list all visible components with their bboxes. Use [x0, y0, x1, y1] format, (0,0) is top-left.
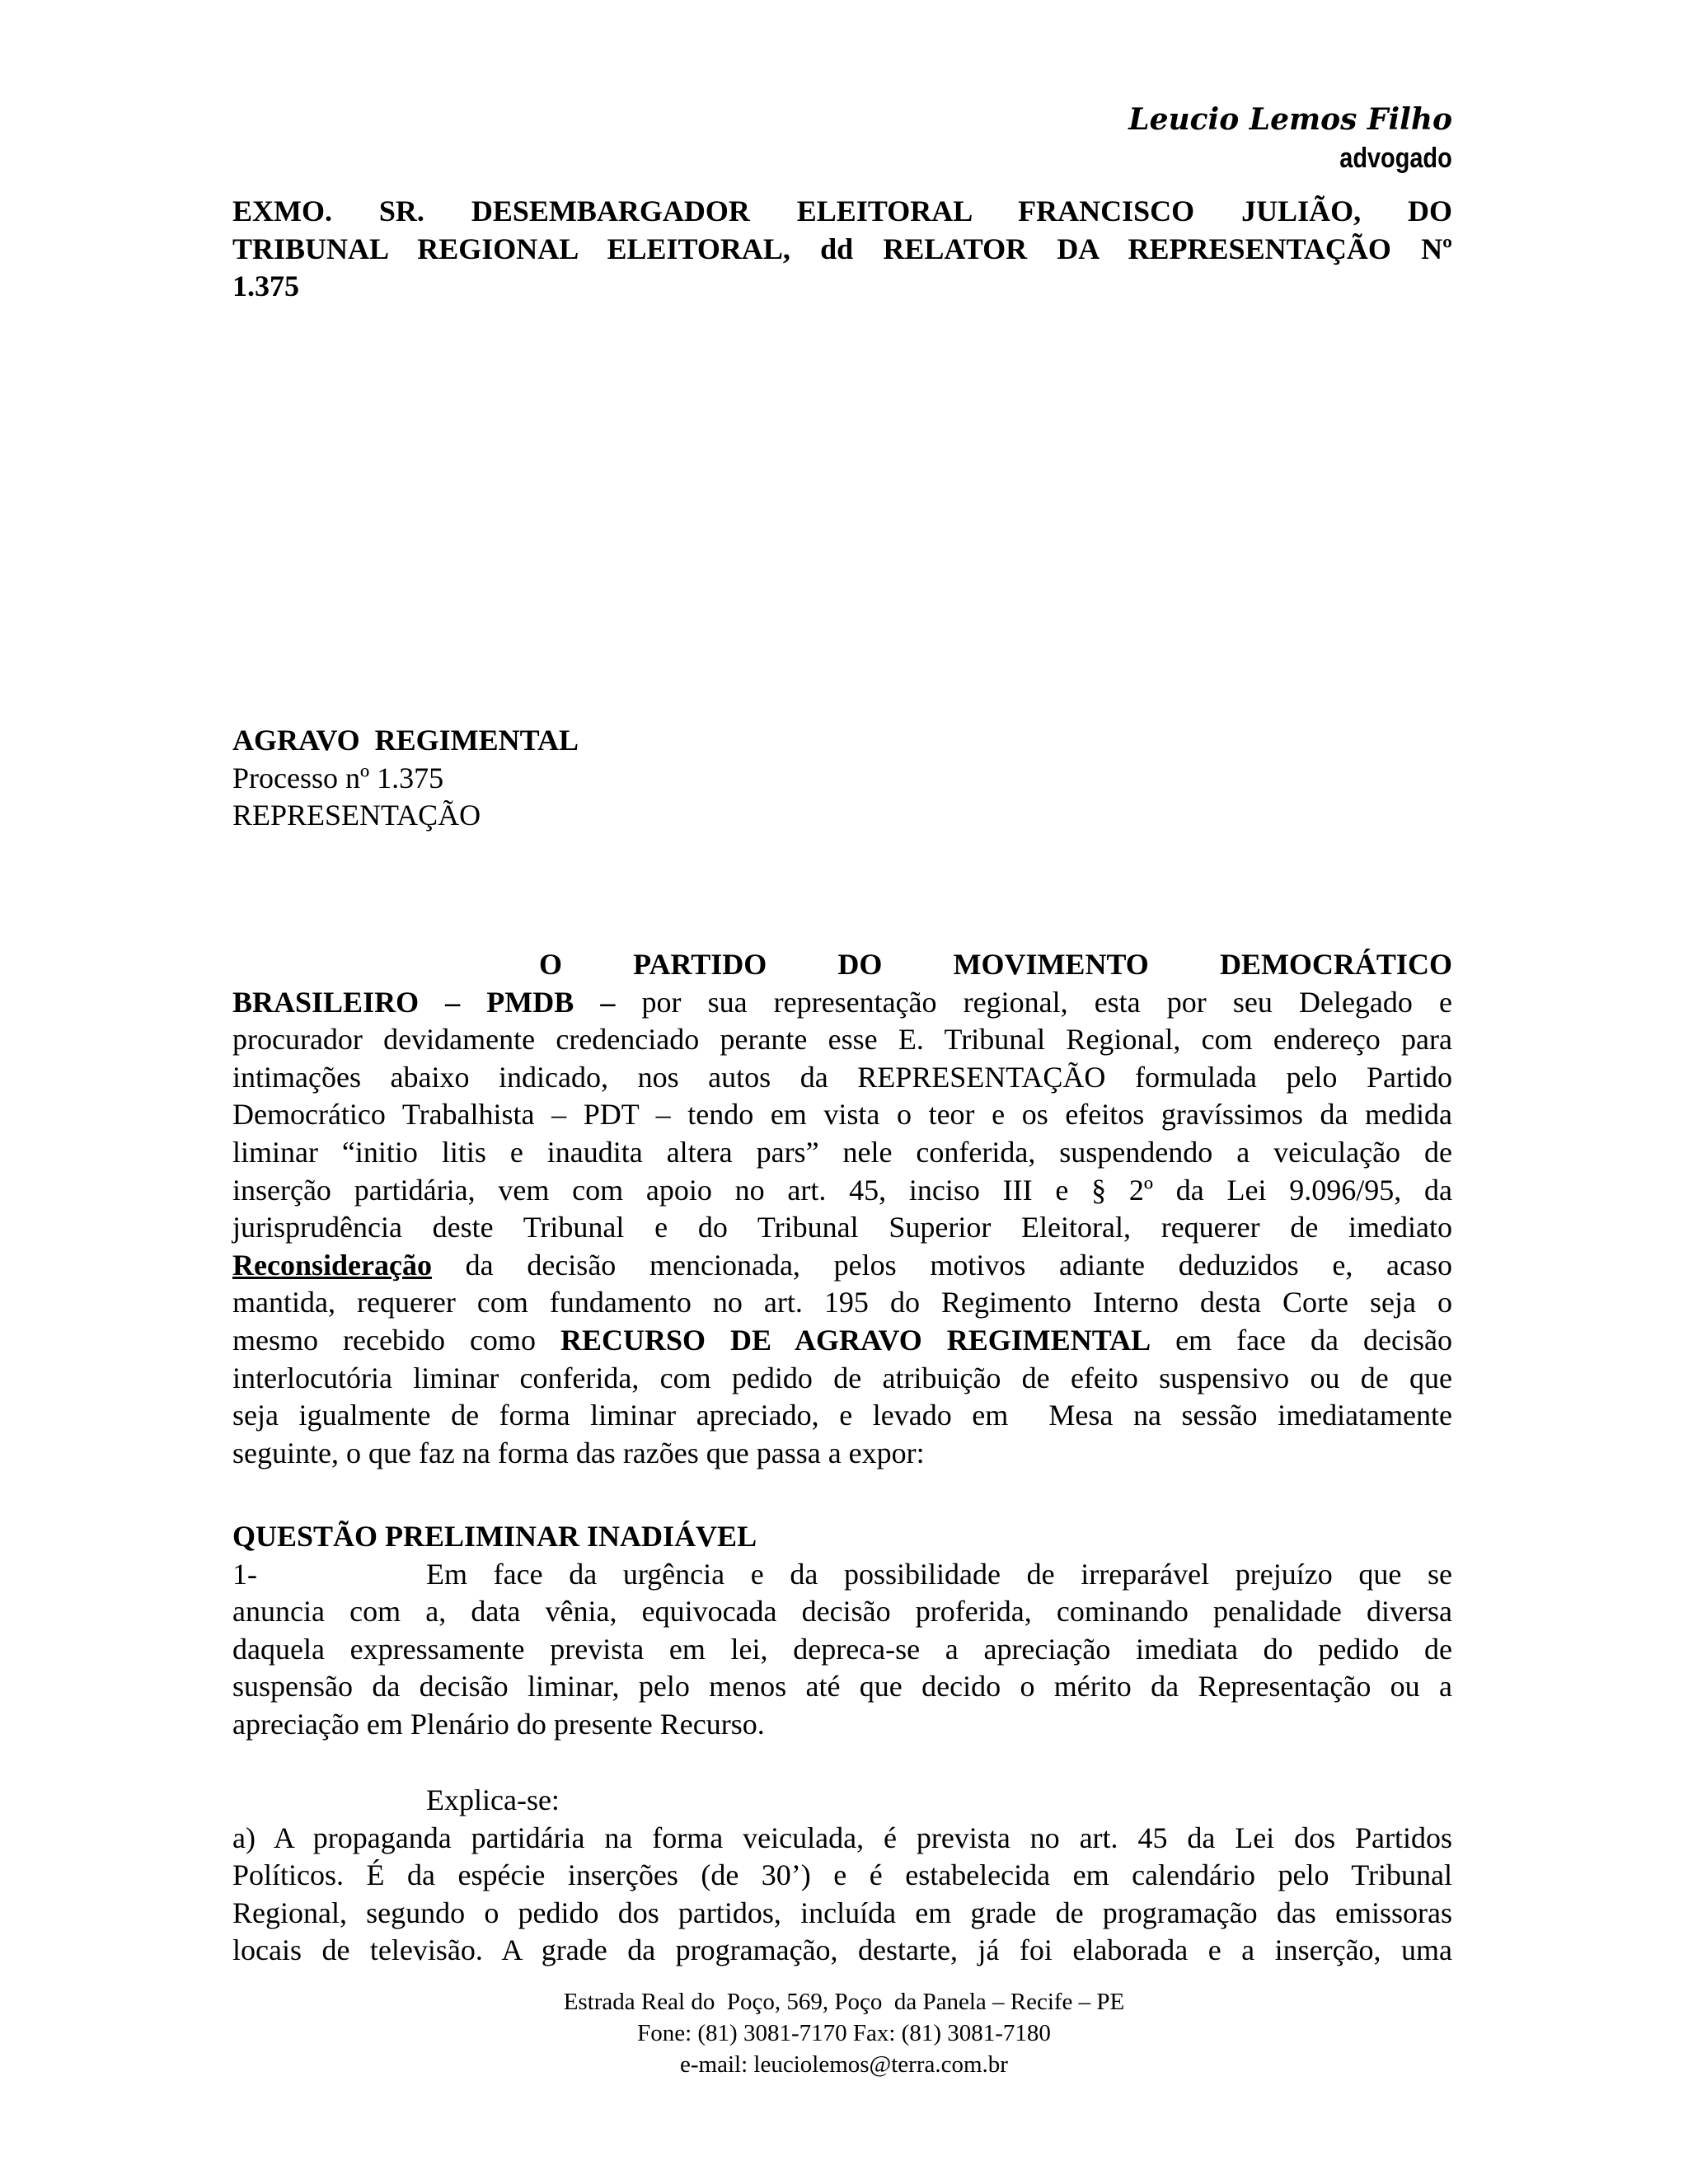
body-line: interlocutória liminar conferida, com pedido de atribuição de efeito suspensivo ou de que: [232, 1361, 1452, 1394]
party-word: PARTIDO: [633, 948, 767, 981]
item-line: apreciação em Plenário do presente Recurso.: [232, 1707, 765, 1741]
explanation-line: Políticos. É da espécie inserções (de 30’) e é estabelecida em calendário pelo Tribunal: [232, 1858, 1452, 1892]
addressee-line: TRIBUNAL REGIONAL ELEITORAL, dd RELATOR DA REPRESENTAÇÃO Nº: [232, 232, 1452, 265]
explanation-intro: Explica-se:: [426, 1783, 560, 1816]
letterhead: [1128, 99, 1452, 176]
item-line: anuncia com a, data vênia, equivocada decisão proferida, cominando penalidade diversa: [232, 1595, 1452, 1629]
item-number: 1-: [232, 1557, 257, 1591]
addressee-line: EXMO. SR. DESEMBARGADOR ELEITORAL FRANCISCO JULIÃO, DO: [232, 194, 1452, 227]
explanation-line: Regional, segundo o pedido dos partidos, incluída em grade de programação das emissoras: [232, 1896, 1452, 1929]
addressee-block: [232, 193, 1452, 306]
reconsideration-term: Reconsideração: [232, 1248, 432, 1282]
item-line: daquela expressamente prevista em lei, depreca-se a apreciação imediata do pedido de: [232, 1632, 1452, 1666]
body-text: mesmo recebido como: [232, 1323, 560, 1357]
footer-email: e-mail: leuciolemos@terra.com.br: [680, 2051, 1008, 2078]
body-text: em face da decisão: [1151, 1323, 1452, 1357]
body-text: da decisão mencionada, pelos motivos adiante deduzidos e, acaso: [431, 1248, 1452, 1282]
body-line: [232, 1247, 1452, 1285]
party-word: O: [539, 948, 563, 981]
body-line: inserção partidária, vem com apoio no art. 45, inciso III e § 2º da Lei 9.096/95, da: [232, 1173, 1452, 1207]
body-line: [232, 1322, 1452, 1360]
party-word: DO: [837, 948, 883, 981]
party-word: MOVIMENTO: [953, 948, 1149, 981]
body-line: seguinte, o que faz na forma das razões que passa a expor:: [232, 1436, 925, 1469]
explanation-section: [232, 1782, 1452, 1970]
case-type: REPRESENTAÇÃO: [232, 799, 481, 832]
footer-phone: Fone: (81) 3081-7170 Fax: (81) 3081-7180: [637, 2020, 1051, 2046]
footer-address: Estrada Real do Poço, 569, Poço da Panela – Recife – PE: [563, 1989, 1125, 2015]
body-line: seja igualmente de forma liminar apreciado, e levado em Mesa na sessão imediatamente: [232, 1399, 1452, 1432]
body-line: jurisprudência deste Tribunal e do Tribunal Superior Eleitoral, requerer de imediato: [232, 1211, 1452, 1244]
party-acronym: BRASILEIRO – PMDB –: [232, 985, 616, 1019]
party-name-line: [232, 946, 1452, 984]
case-caption: [232, 722, 1452, 835]
page-footer: [0, 1986, 1688, 2080]
body-text: por sua representação regional, esta por seu Delegado e: [615, 985, 1452, 1019]
body-line: [232, 984, 1452, 1022]
section-heading: QUESTÃO PRELIMINAR INADIÁVEL: [232, 1520, 757, 1553]
body-line: intimações abaixo indicado, nos autos da REPRESENTAÇÃO formulada pelo Partido: [232, 1060, 1452, 1094]
item-text: Em face da urgência e da possibilidade de irreparável prejuízo que se: [426, 1557, 1452, 1591]
lawyer-role: advogado: [1339, 143, 1452, 174]
process-number: Processo nº 1.375: [232, 761, 444, 794]
lawyer-name: Leucio Lemos Filho: [1128, 102, 1452, 137]
item-line: suspensão da decisão liminar, pelo menos até que decido o mérito da Representação ou a: [232, 1670, 1452, 1704]
body-line: Democrático Trabalhista – PDT – tendo em vista o teor e os efeitos gravíssimos da medida: [232, 1098, 1452, 1132]
body-line: liminar “initio litis e inaudita altera pars” nele conferida, suspendendo a veiculação de: [232, 1135, 1452, 1169]
petition-title: AGRAVO REGIMENTAL: [232, 724, 579, 757]
party-word: DEMOCRÁTICO: [1219, 948, 1452, 981]
body-line: mantida, requerer com fundamento no art. 195 do Regimento Interno desta Corte seja o: [232, 1286, 1452, 1319]
appeal-term: RECURSO DE AGRAVO REGIMENTAL: [560, 1323, 1151, 1357]
item-first-line: [232, 1556, 1452, 1594]
explanation-line: locais de televisão. A grade da programação, destarte, já foi elaborada e a inserção, uma: [232, 1933, 1452, 1967]
body-line: procurador devidamente credenciado perante esse E. Tribunal Regional, com endereço para: [232, 1023, 1452, 1057]
addressee-line: 1.375: [232, 269, 299, 303]
preliminary-section: [232, 1518, 1452, 1744]
petition-body: [232, 946, 1452, 1472]
explanation-line: a) A propaganda partidária na forma veiculada, é prevista no art. 45 da Lei dos Partidos: [232, 1821, 1452, 1854]
